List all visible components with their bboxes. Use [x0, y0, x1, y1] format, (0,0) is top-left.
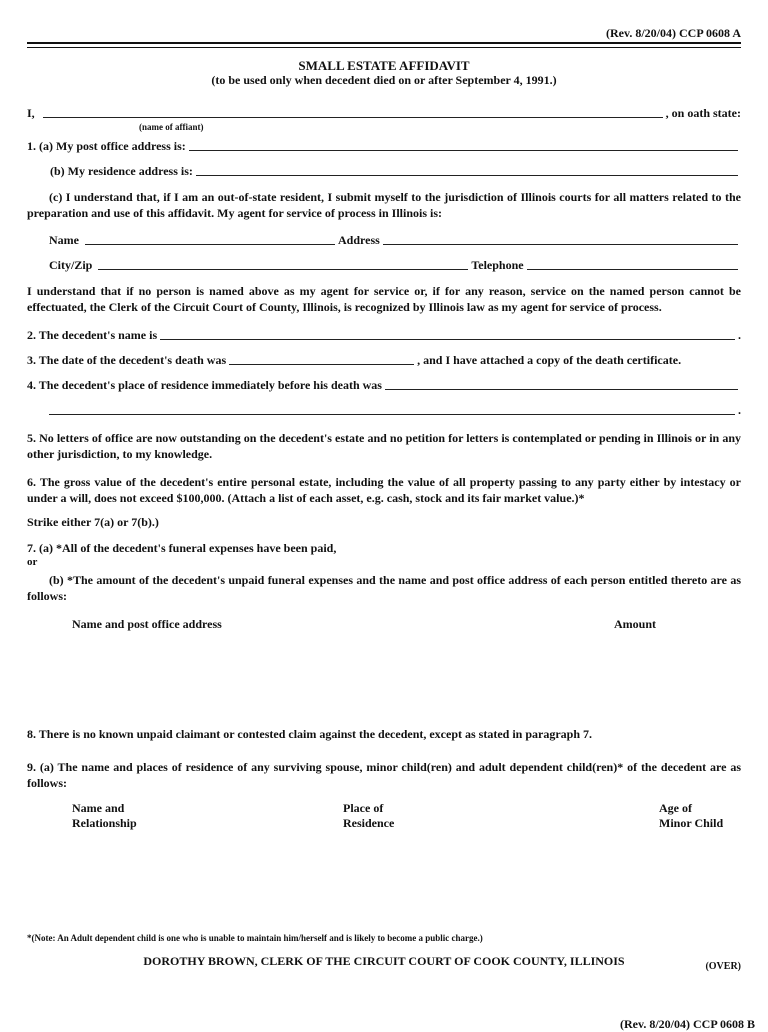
agent-address-label: Address	[338, 233, 380, 247]
item-1a-label: 1. (a) My post office address is:	[27, 139, 186, 153]
item-3-label: 3. The date of the decedent's death was	[27, 353, 227, 367]
item-2-label: 2. The decedent's name is	[27, 328, 158, 342]
agent-telephone-field[interactable]	[527, 259, 738, 270]
item-1a	[27, 139, 741, 153]
bottom-revision-code: (Rev. 8/20/04) CCP 0608 B	[620, 1017, 755, 1031]
item-4-label: 4. The decedent's place of residence immediately before his death was	[27, 378, 382, 392]
form-subtitle: (to be used only when decedent died on or after September 4, 1991.)	[211, 73, 557, 87]
affiant-name-field[interactable]	[43, 107, 663, 118]
oath-suffix: , on oath state:	[665, 106, 741, 120]
col-name-address: Name and post office address	[72, 617, 222, 631]
item-3-tail: , and I have attached a copy of the death certificate.	[417, 353, 682, 367]
oath-prefix: I,	[27, 106, 35, 120]
item-1b	[50, 164, 741, 178]
dependent-note: *(Note: An Adult dependent child is one who is unable to maintain him/herself and is likely to become a public charge.)	[27, 933, 483, 943]
agent-cityzip-field[interactable]	[98, 259, 468, 270]
item-7a-text: 7. (a) *All of the decedent's funeral expenses have been paid,	[27, 541, 337, 555]
affiant-caption: (name of affiant)	[139, 122, 204, 132]
affidavit-page	[27, 0, 755, 1031]
clerk-agent-text: I understand that if no person is named above as my agent for service or, if for any reason, service on the named person cannot be effectuated, the Clerk of the Circuit Court of County, Illinois, is recognized by Illinois law as my agent for service of process.	[27, 284, 741, 314]
col-place-2: Residence	[343, 816, 395, 830]
post-office-address-field[interactable]	[189, 140, 738, 151]
item-8-text: 8. There is no known unpaid claimant or contested claim against the decedent, except as stated in paragraph 7.	[27, 727, 593, 741]
item-4-end: .	[738, 403, 741, 417]
item-5-text: 5. No letters of office are now outstanding on the decedent's estate and no petition for letters is contemplated or pending in Illinois or in any other jurisdiction, to my knowledge.	[27, 431, 741, 461]
decedent-name-field[interactable]	[160, 329, 735, 340]
residence-before-death-field-2[interactable]	[49, 404, 735, 415]
header-rule-thick	[27, 42, 741, 44]
item-9a-text: 9. (a) The name and places of residence of any surviving spouse, minor child(ren) and adult dependent child(ren)* of the decedent are as follows:	[27, 760, 741, 790]
agent-name-label: Name	[49, 233, 79, 247]
col-name-rel-2: Relationship	[72, 816, 137, 830]
item-1b-label: (b) My residence address is:	[50, 164, 193, 178]
agent-telephone-label: Telephone	[471, 258, 524, 272]
or-text: or	[27, 556, 38, 568]
item-3	[27, 353, 741, 367]
residence-address-field[interactable]	[196, 165, 738, 176]
col-place-1: Place of	[343, 801, 384, 815]
item-4-continued	[49, 403, 741, 417]
item-6-text: 6. The gross value of the decedent's entire personal estate, including the value of all property passing to any party either by intestacy or under a will, does not exceed $100,000. (Attach a list of each asset, e.g. cash, stock and its fair market value.)*	[27, 475, 741, 505]
item-2	[27, 328, 741, 342]
col-age-2: Minor Child	[659, 816, 724, 830]
col-age-1: Age of	[659, 801, 692, 815]
agent-row-1	[49, 233, 741, 247]
death-date-field[interactable]	[229, 354, 414, 365]
col-name-rel-1: Name and	[72, 801, 125, 815]
agent-cityzip-label: City/Zip	[49, 258, 93, 272]
clerk-footer: DOROTHY BROWN, CLERK OF THE CIRCUIT COURT OF COOK COUNTY, ILLINOIS	[143, 954, 625, 968]
item-7b-text: (b) *The amount of the decedent's unpaid funeral expenses and the name and post office address of each person entitled thereto are as follows:	[27, 573, 741, 603]
form-title: SMALL ESTATE AFFIDAVIT	[298, 58, 470, 73]
strike-instruction: Strike either 7(a) or 7(b).)	[27, 515, 159, 529]
oath-line	[27, 106, 741, 120]
agent-address-field[interactable]	[383, 234, 738, 245]
item-4	[27, 378, 741, 392]
col-amount: Amount	[614, 617, 657, 631]
item-2-end: .	[738, 328, 741, 342]
residence-before-death-field[interactable]	[385, 379, 738, 390]
header-rule-thin	[27, 47, 741, 48]
revision-code: (Rev. 8/20/04) CCP 0608 A	[606, 26, 741, 40]
item-1c-text: (c) I understand that, if I am an out-of-state resident, I submit myself to the jurisdiction of Illinois courts for all matters related to the preparation and use of this affidavit. My agent for service of process in Illinois is:	[27, 190, 741, 220]
over-label: (OVER)	[705, 961, 741, 972]
agent-name-field[interactable]	[85, 234, 335, 245]
agent-row-2	[49, 258, 741, 272]
